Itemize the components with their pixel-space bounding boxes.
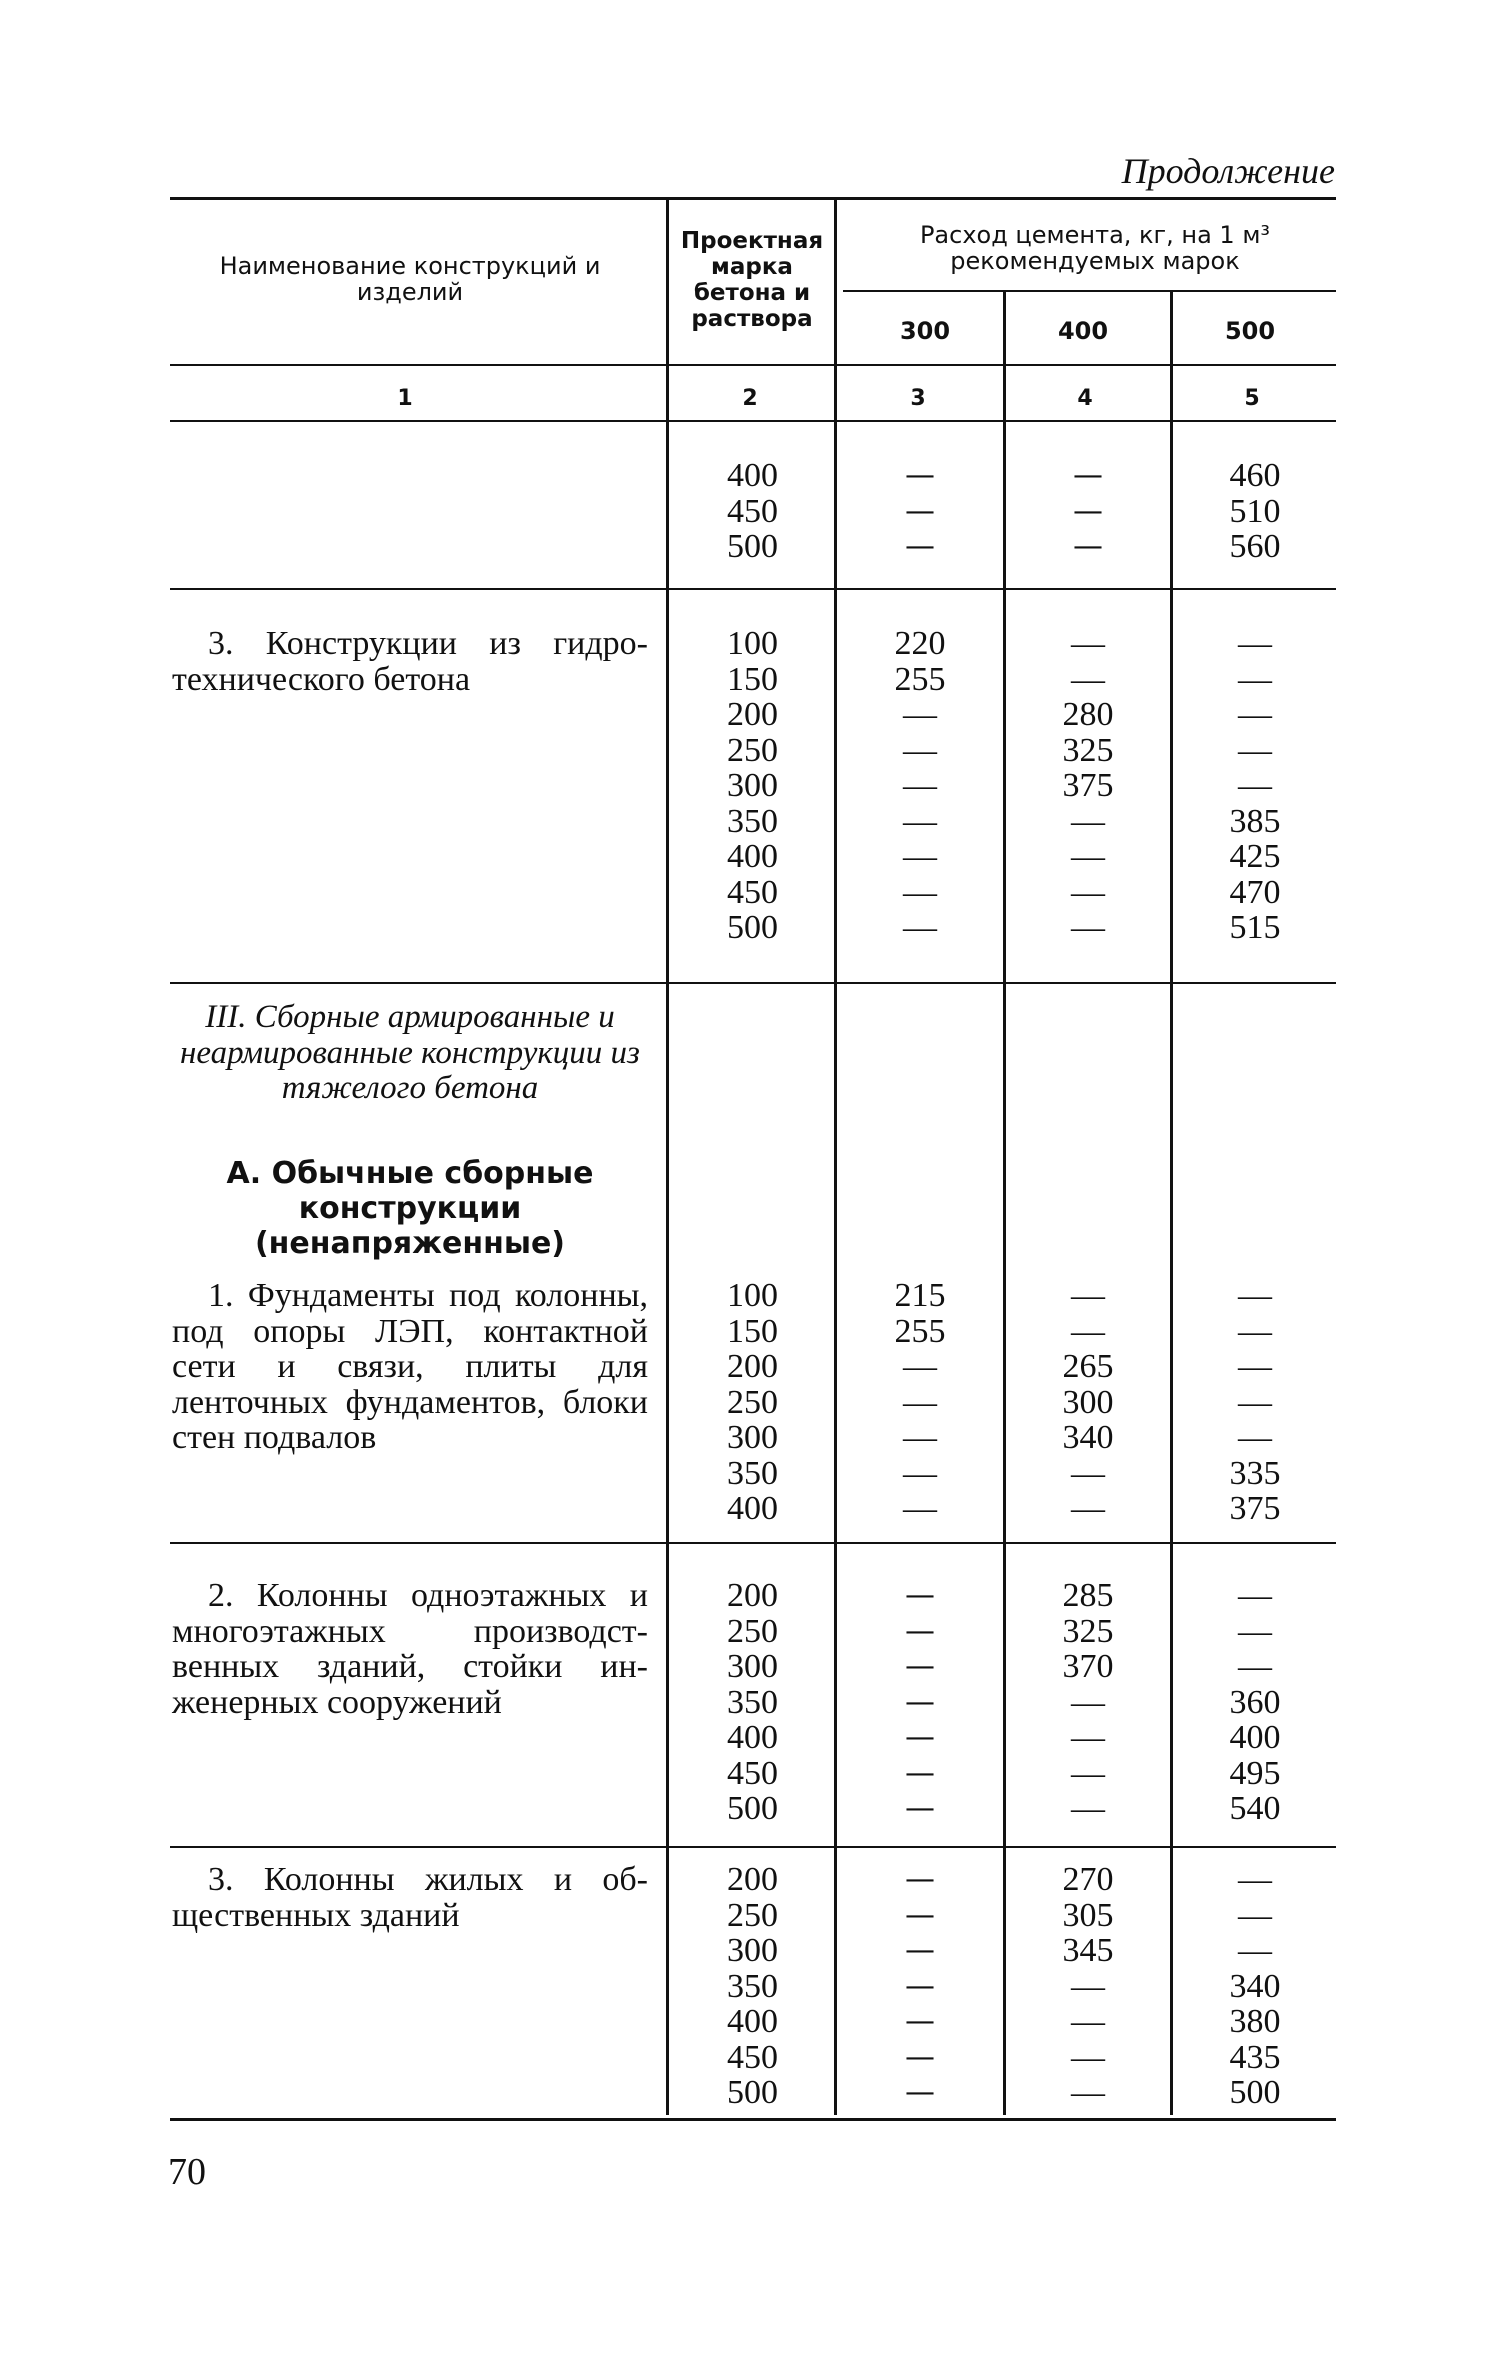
mark-value: 400	[727, 2003, 778, 2040]
cement-value: —	[903, 767, 937, 804]
cement-value: 215	[894, 1277, 946, 1314]
cement-value: —	[905, 1684, 935, 1720]
mark-value: 250	[727, 1612, 778, 1650]
cement-300-column	[860, 1278, 980, 1527]
cement-value: 375	[1229, 1490, 1281, 1527]
column-divider	[1003, 292, 1006, 2115]
cement-value: —	[1071, 1790, 1105, 1827]
section-heading-bold: А. Обычные сборные конструкции (ненапряженные)	[226, 1156, 594, 1261]
cement-value: 560	[1229, 528, 1281, 565]
header-bottom-rule	[170, 364, 1336, 366]
row-separator	[170, 1846, 1336, 1848]
cement-value: —	[905, 529, 935, 564]
cement-400-column	[1028, 1862, 1148, 2111]
mark-value: 150	[727, 660, 778, 698]
mark-value: 400	[727, 1719, 778, 1756]
cement-value: —	[1073, 529, 1103, 564]
cement-300-column	[860, 458, 980, 565]
cement-value: 265	[1062, 1348, 1114, 1385]
colnum-bottom-rule	[170, 420, 1336, 422]
mark-value: 500	[727, 909, 778, 946]
cement-value: 385	[1229, 802, 1281, 840]
mark-value: 250	[727, 1896, 778, 1934]
cement-value: —	[1071, 2074, 1105, 2111]
cement-value: —	[1071, 1719, 1105, 1756]
cement-value: —	[905, 1897, 935, 1933]
cement-value: —	[905, 1649, 935, 1684]
cement-value: 435	[1229, 2038, 1281, 2076]
cement-value: —	[1071, 802, 1105, 840]
column-number-2: 2	[742, 386, 758, 411]
cement-value: 255	[894, 1312, 946, 1350]
column-number-3: 3	[910, 386, 926, 411]
cement-value: —	[1071, 1683, 1105, 1721]
mark-column	[690, 1862, 815, 2111]
cement-value: 300	[1062, 1383, 1114, 1421]
cement-value: 380	[1229, 2003, 1281, 2040]
header-grade-300: 300	[899, 317, 951, 345]
cement-value: —	[905, 1968, 935, 2004]
mark-value: 200	[727, 1577, 778, 1614]
cement-value: —	[903, 838, 937, 875]
cement-value: —	[903, 731, 937, 769]
cement-value: —	[903, 1454, 937, 1492]
cement-value: 540	[1229, 1790, 1281, 1827]
cement-value: 425	[1229, 838, 1281, 875]
cement-400-column	[1028, 1278, 1148, 1527]
mark-value: 300	[727, 1648, 778, 1685]
cement-value: —	[1071, 909, 1105, 946]
table-bottom-rule	[170, 2118, 1336, 2121]
column-divider	[1170, 292, 1173, 2115]
cement-value: —	[1238, 1612, 1272, 1650]
cement-value: —	[903, 1419, 937, 1456]
cement-value: 340	[1229, 1967, 1281, 2005]
cement-value: —	[1071, 1454, 1105, 1492]
cement-value: —	[1071, 838, 1105, 875]
cement-value: —	[1238, 1896, 1272, 1934]
mark-value: 250	[727, 731, 778, 769]
mark-column	[690, 1278, 815, 1527]
mark-value: 450	[727, 2038, 778, 2076]
header-grade-500: 500	[1224, 317, 1276, 345]
mark-value: 400	[727, 838, 778, 875]
cement-value: —	[1238, 1861, 1272, 1898]
cement-value: 325	[1062, 1612, 1114, 1650]
cement-value: —	[903, 1348, 937, 1385]
table-top-rule	[170, 197, 1336, 200]
cement-300-column	[860, 626, 980, 946]
cement-value: 285	[1062, 1577, 1114, 1614]
cement-value: —	[1238, 625, 1272, 662]
construction-name: 3. Колонны жилых и общественных зданий	[172, 1861, 648, 1934]
cement-value: —	[903, 802, 937, 840]
cement-value: —	[1071, 1312, 1105, 1350]
cement-value: —	[1238, 1312, 1272, 1350]
construction-name: 3. Конструкции из гидротехнического бетона	[172, 625, 648, 698]
cement-500-column	[1195, 1278, 1315, 1527]
mark-value: 150	[727, 1312, 778, 1350]
mark-value: 350	[727, 1683, 778, 1721]
section-heading-italic: III. Сборные армированные и неармированные конструкции из тяжелого бетона	[180, 999, 640, 1106]
cement-value: —	[905, 1613, 935, 1649]
mark-value: 100	[727, 625, 778, 662]
cement-value: —	[1071, 1967, 1105, 2005]
header-mark-column: Проектная марка бетона и раствора	[680, 228, 824, 332]
cement-value: 495	[1229, 1754, 1281, 1792]
cement-value: —	[1238, 731, 1272, 769]
cement-value: —	[905, 493, 935, 529]
cement-value: —	[1238, 1648, 1272, 1685]
mark-column	[690, 458, 815, 565]
cement-value: —	[905, 1791, 935, 1826]
cement-400-column	[1028, 1578, 1148, 1827]
cement-value: —	[1071, 1277, 1105, 1314]
cement-value: 500	[1229, 2074, 1281, 2111]
cement-value: 325	[1062, 731, 1114, 769]
column-number-4: 4	[1077, 386, 1093, 411]
mark-value: 300	[727, 1932, 778, 1969]
cement-500-column	[1195, 458, 1315, 565]
mark-value: 300	[727, 767, 778, 804]
construction-name: 2. Колонны одноэтажных и многоэтажных производственных зданий, стойки инженерных сооружений	[172, 1577, 648, 1721]
mark-value: 500	[727, 528, 778, 565]
cement-value: 255	[894, 660, 946, 698]
row-separator	[170, 982, 1336, 984]
cement-value: —	[1238, 1348, 1272, 1385]
column-number-1: 1	[397, 386, 413, 411]
column-number-5: 5	[1244, 386, 1260, 411]
cement-value: —	[1238, 660, 1272, 698]
cement-value: —	[1071, 1754, 1105, 1792]
cement-value: 335	[1229, 1454, 1281, 1492]
cement-value: 220	[894, 625, 946, 662]
mark-value: 450	[727, 492, 778, 530]
cement-value: —	[1238, 767, 1272, 804]
mark-value: 500	[727, 1790, 778, 1827]
mark-value: 450	[727, 873, 778, 911]
cement-value: 400	[1229, 1719, 1281, 1756]
cement-value: —	[1238, 1419, 1272, 1456]
cement-value: —	[905, 1720, 935, 1755]
row-separator	[170, 588, 1336, 590]
column-divider	[834, 200, 837, 2115]
cement-value: —	[1238, 1383, 1272, 1421]
cement-value: —	[903, 1383, 937, 1421]
cement-value: 280	[1062, 696, 1114, 733]
cement-value: —	[1238, 1577, 1272, 1614]
cement-value: —	[1238, 1277, 1272, 1314]
cement-value: —	[905, 2004, 935, 2039]
cement-group-rule	[843, 290, 1336, 292]
cement-value: 360	[1229, 1683, 1281, 1721]
cement-value: —	[903, 1490, 937, 1527]
cement-value: —	[1071, 625, 1105, 662]
cement-400-column	[1028, 626, 1148, 946]
cement-300-column	[860, 1578, 980, 1827]
cement-500-column	[1195, 626, 1315, 946]
mark-value: 250	[727, 1383, 778, 1421]
mark-value: 350	[727, 1454, 778, 1492]
mark-value: 500	[727, 2074, 778, 2111]
mark-value: 400	[727, 1490, 778, 1527]
cement-value: —	[905, 2039, 935, 2075]
cement-value: —	[905, 1755, 935, 1791]
mark-value: 350	[727, 802, 778, 840]
cement-value: —	[1238, 696, 1272, 733]
cement-value: —	[903, 909, 937, 946]
mark-value: 400	[727, 457, 778, 494]
mark-value: 100	[727, 1277, 778, 1314]
cement-value: 345	[1062, 1932, 1114, 1969]
cement-value: 370	[1062, 1648, 1114, 1685]
cement-value: —	[905, 458, 935, 493]
cement-value: —	[1071, 873, 1105, 911]
mark-column	[690, 1578, 815, 1827]
cement-500-column	[1195, 1862, 1315, 2111]
cement-value: —	[1071, 2003, 1105, 2040]
cement-value: 510	[1229, 492, 1281, 530]
mark-value: 200	[727, 1861, 778, 1898]
cement-value: —	[1071, 2038, 1105, 2076]
cement-value: —	[903, 873, 937, 911]
cement-value: —	[905, 2075, 935, 2110]
cement-value: 375	[1062, 767, 1114, 804]
cement-value: —	[1238, 1932, 1272, 1969]
header-cement-group: Расход цемента, кг, на 1 м³ рекомендуемых марок	[919, 221, 1271, 275]
cement-value: —	[905, 1578, 935, 1613]
cement-value: 515	[1229, 909, 1281, 946]
mark-column	[690, 626, 815, 946]
cement-400-column	[1028, 458, 1148, 565]
cement-value: —	[905, 1933, 935, 1968]
cement-value: 470	[1229, 873, 1281, 911]
cement-500-column	[1195, 1578, 1315, 1827]
cement-value: —	[1073, 493, 1103, 529]
continued-label: Продолжение	[1121, 151, 1335, 191]
cement-value: 460	[1229, 457, 1281, 494]
mark-value: 200	[727, 1348, 778, 1385]
cement-value: 340	[1062, 1419, 1114, 1456]
mark-value: 350	[727, 1967, 778, 2005]
cement-value: —	[903, 696, 937, 733]
page-number: 70	[168, 2151, 206, 2193]
cement-value: —	[1071, 660, 1105, 698]
construction-name: 1. Фундаменты под колонны, под опоры ЛЭП, контактной сети и связи, плиты для ленточных фундаментов, блоки стен подвалов	[172, 1277, 648, 1456]
cement-value: 270	[1062, 1861, 1114, 1898]
cement-value: —	[905, 1862, 935, 1897]
row-separator	[170, 1542, 1336, 1544]
mark-value: 300	[727, 1419, 778, 1456]
mark-value: 200	[727, 696, 778, 733]
column-divider	[666, 200, 669, 2115]
header-grade-400: 400	[1057, 317, 1109, 345]
cement-300-column	[860, 1862, 980, 2111]
header-name-column: Наименование конструкций и изделий	[219, 252, 601, 306]
cement-value: —	[1073, 458, 1103, 493]
mark-value: 450	[727, 1754, 778, 1792]
cement-value: 305	[1062, 1896, 1114, 1934]
cement-value: —	[1071, 1490, 1105, 1527]
